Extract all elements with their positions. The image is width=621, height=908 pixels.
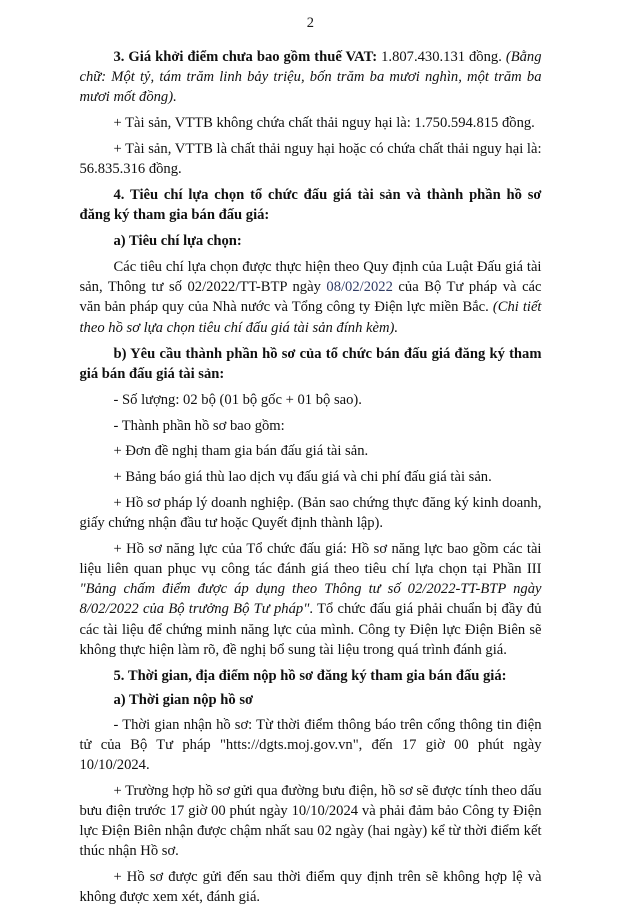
page-number: 2 bbox=[306, 15, 315, 31]
item4-sub-b-capability bbox=[80, 539, 542, 660]
item4-sub-a-body bbox=[80, 257, 542, 338]
item5-sub-a-line-2: + Trường hợp hồ sơ gửi qua đường bưu điện, hồ sơ sẽ được tính theo dấu bưu điện trước 17 giờ 00 phút ngày 10/10/2024 và phải đảm bảo Công ty Điện lực Điện Biên nhận được chậm nhất sau 02 ngày (hai ngày) kể từ thời điểm kết thúc nhận Hồ sơ. bbox=[79, 782, 542, 860]
item3-bullet-2: + Tài sản, VTTB là chất thải nguy hại hoặc có chứa chất thải nguy hại là: 56.835.316 đồng. bbox=[79, 140, 542, 177]
item4-sub-a-body-part1: Các tiêu chí lựa chọn được thực hiện theo Quy định của Luật Đấu giá tài sản, Thông tư số 02/2022/TT-BTP ngày bbox=[79, 258, 542, 296]
item4-heading bbox=[80, 185, 542, 225]
item5-heading-text: 5. Thời gian, địa điểm nộp hồ sơ đăng ký tham gia bán đấu giá: bbox=[113, 667, 507, 684]
item4-sub-b-line-2: - Thành phần hồ sơ bao gồm: bbox=[113, 417, 285, 434]
paragraph-item3-price bbox=[80, 47, 542, 108]
item5-sub-a-line-1: - Thời gian nhận hồ sơ: Từ thời điểm thông báo trên cổng thông tin điện tử của Bộ Tư pháp "htts://dgts.moj.gov.vn", đến 17 giờ 00 phút ngày 10/10/2024. bbox=[79, 716, 542, 774]
item5-heading bbox=[80, 666, 542, 686]
item4-sub-a-heading bbox=[80, 231, 542, 251]
item4-sub-a-heading-text: a) Tiêu chí lựa chọn: bbox=[113, 232, 242, 249]
item4-sub-a-body-part2: của Bộ Tư pháp và các văn bản pháp quy của Nhà nước và Tổng công ty Điện lực miền Bắc. bbox=[79, 279, 542, 316]
item3-amount-in-words: (Bằng chữ: Một tỷ, tám trăm linh bảy triệu, bốn trăm ba mươi nghìn, một trăm ba mươi mốt đồng). bbox=[79, 48, 542, 105]
item5-sub-a-heading bbox=[80, 690, 542, 710]
item3-heading: 3. Giá khởi điểm chưa bao gồm thuế VAT: bbox=[113, 48, 378, 65]
item4-sub-b-line-1: - Số lượng: 02 bộ (01 bộ gốc + 01 bộ sao). bbox=[113, 391, 362, 408]
item4-sub-b-heading-text: b) Yêu cầu thành phần hồ sơ của tổ chức bán đấu giá đăng ký tham giá bán đấu giá tài sản: bbox=[79, 345, 542, 382]
item4-sub-b-line-5: + Hồ sơ pháp lý doanh nghiệp. (Bản sao chứng thực đăng ký kinh doanh, giấy chứng nhận đầu tư hoặc Quyết định thành lập). bbox=[79, 494, 542, 531]
document-body bbox=[80, 31, 542, 908]
item4-heading-text: 4. Tiêu chí lựa chọn tổ chức đấu giá tài sản và thành phần hồ sơ đăng ký tham gia bán đấu giá: bbox=[79, 186, 542, 223]
item4-sub-b-line-4: + Bảng báo giá thù lao dịch vụ đấu giá và chi phí đấu giá tài sản. bbox=[113, 469, 492, 486]
item3-bullet-1: + Tài sản, VTTB không chứa chất thải nguy hại là: 1.750.594.815 đồng. bbox=[113, 114, 535, 131]
capability-part2: . Tổ chức đấu giá phải chuẩn bị đầy đủ các tài liệu để chứng minh năng lực của mình. Công ty Điện lực Điện Biên sẽ không thực hiện làm rõ, đề nghị bổ sung tài liệu trong quá trình đánh giá. bbox=[79, 601, 542, 658]
item5-sub-a-heading-text: a) Thời gian nộp hồ sơ bbox=[113, 692, 254, 709]
item4-sub-a-body-italic: (Chi tiết theo hồ sơ lựa chọn tiêu chí đấu giá tài sản đính kèm). bbox=[79, 299, 542, 336]
item4-sub-b-line-3: + Đơn đề nghị tham gia bán đấu giá tài sản. bbox=[113, 443, 369, 460]
item5-sub-a-line-3: + Hồ sơ được gửi đến sau thời điểm quy định trên sẽ không hợp lệ và không được xem xét, đánh giá. bbox=[79, 869, 542, 906]
circular-issue-date: 08/02/2022 bbox=[326, 279, 393, 296]
capability-part1: + Hồ sơ năng lực của Tổ chức đấu giá: Hồ sơ năng lực bao gồm các tài liệu liên quan phục vụ công tác đánh giá theo tiêu chí lựa chọn tại Phần III bbox=[79, 540, 542, 577]
item4-sub-b-heading bbox=[80, 344, 542, 384]
capability-quote: "Bảng chấm điểm được áp dụng theo Thông tư số 02/2022-TT-BTP ngày 8/02/2022 của Bộ trưởng Bộ Tư pháp" bbox=[79, 581, 542, 618]
item3-amount: 1.807.430.131 đồng. bbox=[381, 48, 502, 65]
